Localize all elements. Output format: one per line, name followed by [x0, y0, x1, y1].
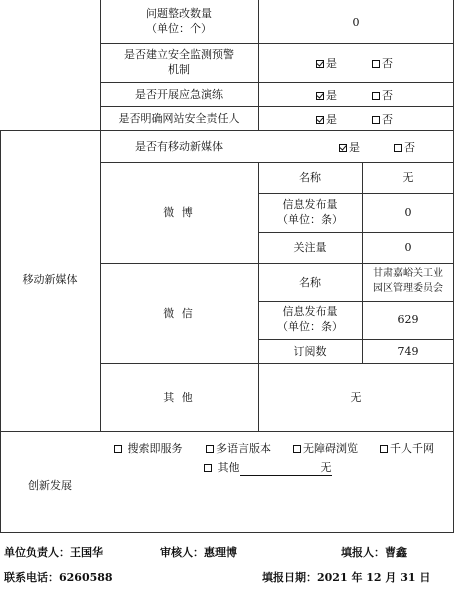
- filler: 填报人：曹鑫: [341, 546, 407, 559]
- has-mobile-media-label: 是否有移动新媒体: [135, 140, 223, 153]
- weixin-posts-value: 629: [397, 313, 419, 326]
- checkbox-icon[interactable]: [293, 445, 301, 453]
- emergency-drill-yes[interactable]: 是: [316, 87, 337, 103]
- emergency-drill-no[interactable]: 否: [372, 87, 393, 103]
- checkbox-checked-icon[interactable]: [316, 92, 324, 100]
- unit-head: 单位负责人：王国华: [4, 546, 103, 559]
- checkbox-icon[interactable]: [204, 464, 212, 472]
- weibo-name-value: 无: [402, 171, 414, 184]
- weibo-posts-label: 信息发布量 （单位：条）: [277, 198, 343, 226]
- option-personalized[interactable]: 千人千网: [380, 440, 434, 456]
- checkbox-icon[interactable]: [114, 445, 122, 453]
- checkbox-checked-icon[interactable]: [339, 144, 347, 152]
- has-mobile-media-yes[interactable]: 是: [339, 139, 360, 155]
- other-media-label: 其 他: [163, 391, 195, 404]
- weibo-name-label: 名称: [299, 171, 321, 184]
- other-media-value: 无: [350, 391, 362, 404]
- weibo-followers-value: 0: [404, 241, 412, 254]
- emergency-drill-label: 是否开展应急演练: [135, 88, 223, 101]
- weixin-name-label: 名称: [299, 276, 321, 289]
- monitoring-warning-yes[interactable]: 是: [316, 55, 337, 71]
- security-officer-no[interactable]: 否: [372, 111, 393, 127]
- weixin-label: 微 信: [163, 307, 195, 320]
- weibo-label: 微 博: [163, 206, 195, 219]
- rectification-count-value: 0: [352, 16, 360, 29]
- weixin-subscribers-label: 订阅数: [293, 345, 327, 358]
- fill-date: 填报日期：2021 年 12 月 31 日: [262, 571, 431, 584]
- option-accessibility[interactable]: 无障碍浏览: [293, 440, 358, 456]
- other-fill-line: 无: [240, 459, 332, 476]
- checkbox-checked-icon[interactable]: [316, 60, 324, 68]
- innovation-section-label: 创新发展: [28, 479, 72, 492]
- monitoring-warning-no[interactable]: 否: [372, 55, 393, 71]
- checkbox-icon[interactable]: [372, 60, 380, 68]
- rectification-count-label: 问题整改数量 （单位：个）: [146, 7, 212, 35]
- security-officer-yes[interactable]: 是: [316, 111, 337, 127]
- option-search-service[interactable]: 搜索即服务: [114, 440, 183, 456]
- contact-phone: 联系电话：6260588: [4, 571, 113, 584]
- has-mobile-media-no[interactable]: 否: [394, 139, 415, 155]
- option-other[interactable]: 其他 无: [204, 459, 332, 476]
- reviewer: 审核人：惠理博: [160, 546, 237, 559]
- checkbox-checked-icon[interactable]: [316, 116, 324, 124]
- weibo-followers-label: 关注量: [293, 241, 327, 254]
- option-multilingual[interactable]: 多语言版本: [206, 440, 271, 456]
- checkbox-icon[interactable]: [372, 116, 380, 124]
- checkbox-icon[interactable]: [380, 445, 388, 453]
- checkbox-icon[interactable]: [394, 144, 402, 152]
- monitoring-warning-label: 是否建立安全监测预警 机制: [124, 48, 234, 76]
- weibo-posts-value: 0: [404, 206, 412, 219]
- checkbox-icon[interactable]: [206, 445, 214, 453]
- security-officer-label: 是否明确网站安全责任人: [118, 112, 240, 125]
- checkbox-icon[interactable]: [372, 92, 380, 100]
- weixin-name-value: 甘肃嘉峪关工业 园区管理委员会: [373, 268, 443, 294]
- weixin-posts-label: 信息发布量 （单位：条）: [277, 305, 343, 333]
- mobile-media-section-label: 移动新媒体: [22, 273, 78, 286]
- weixin-subscribers-value: 749: [397, 345, 419, 358]
